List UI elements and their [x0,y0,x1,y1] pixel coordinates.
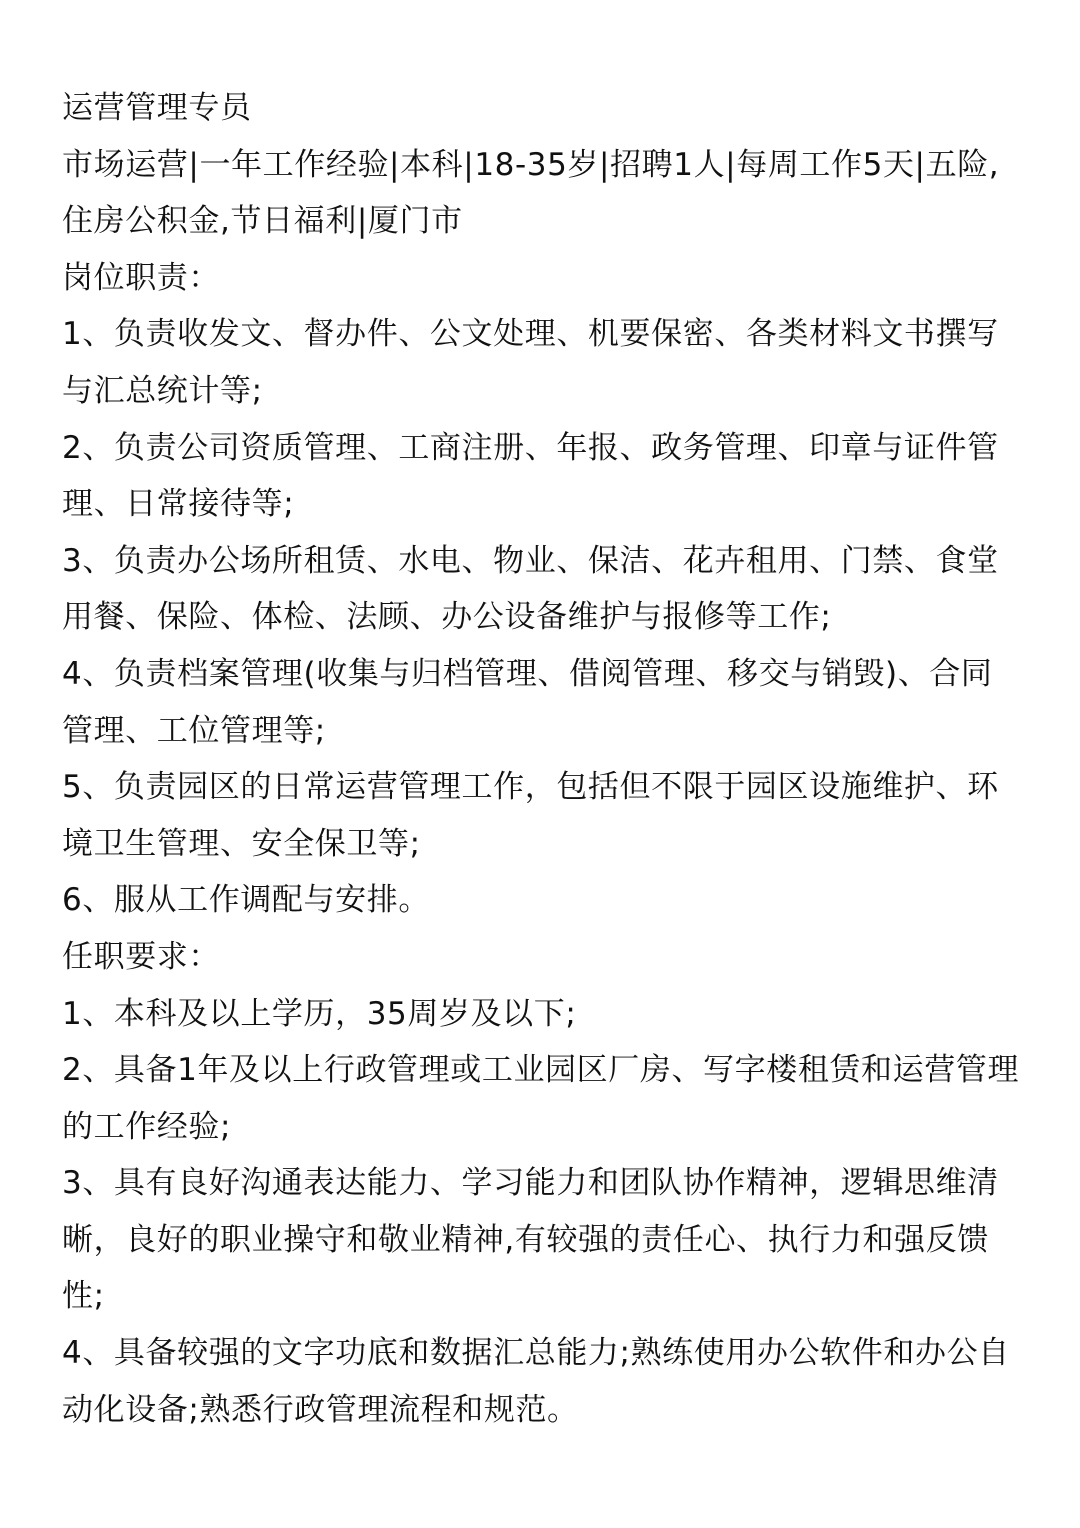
duty-item: 2、负责公司资质管理、工商注册、年报、政务管理、印章与证件管理、日常接待等; [62,429,999,523]
duties-heading: 岗位职责： [62,259,220,296]
duty-item: 4、负责档案管理(收集与归档管理、借阅管理、移交与销毁)、合同管理、工位管理等; [62,655,993,749]
duty-item: 6、服从工作调配与安排。 [62,882,430,919]
duty-item: 3、负责办公场所租赁、水电、物业、保洁、花卉租用、门禁、食堂用餐、保险、体检、法顾、办公设备维护与报修等工作; [62,542,999,636]
requirement-item: 3、具有良好沟通表达能力、学习能力和团队协作精神，逻辑思维清晰，良好的职业操守和敬业精神,有较强的责任心、执行力和强反馈性; [62,1165,999,1315]
requirement-item: 4、具备较强的文字功底和数据汇总能力;熟练使用办公软件和办公自动化设备;熟悉行政管理流程和规范。 [62,1335,1010,1428]
requirement-item: 2、具备1年及以上行政管理或工业园区厂房、写字楼租赁和运营管理的工作经验; [62,1052,1020,1145]
job-summary: 市场运营|一年工作经验|本科|18-35岁|招聘1人|每周工作5天|五险,住房公积金,节日福利|厦门市 [62,146,1000,240]
requirement-item: 1、本科及以上学历，35周岁及以下; [62,995,577,1032]
job-title: 运营管理专员 [62,90,252,126]
requirements-heading: 任职要求： [62,938,220,975]
job-posting-document [62,80,1022,1438]
duty-item: 5、负责园区的日常运营管理工作，包括但不限于园区设施维护、环境卫生管理、安全保卫等; [62,769,999,862]
duty-item: 1、负责收发文、督办件、公文处理、机要保密、各类材料文书撰写与汇总统计等; [62,316,999,409]
